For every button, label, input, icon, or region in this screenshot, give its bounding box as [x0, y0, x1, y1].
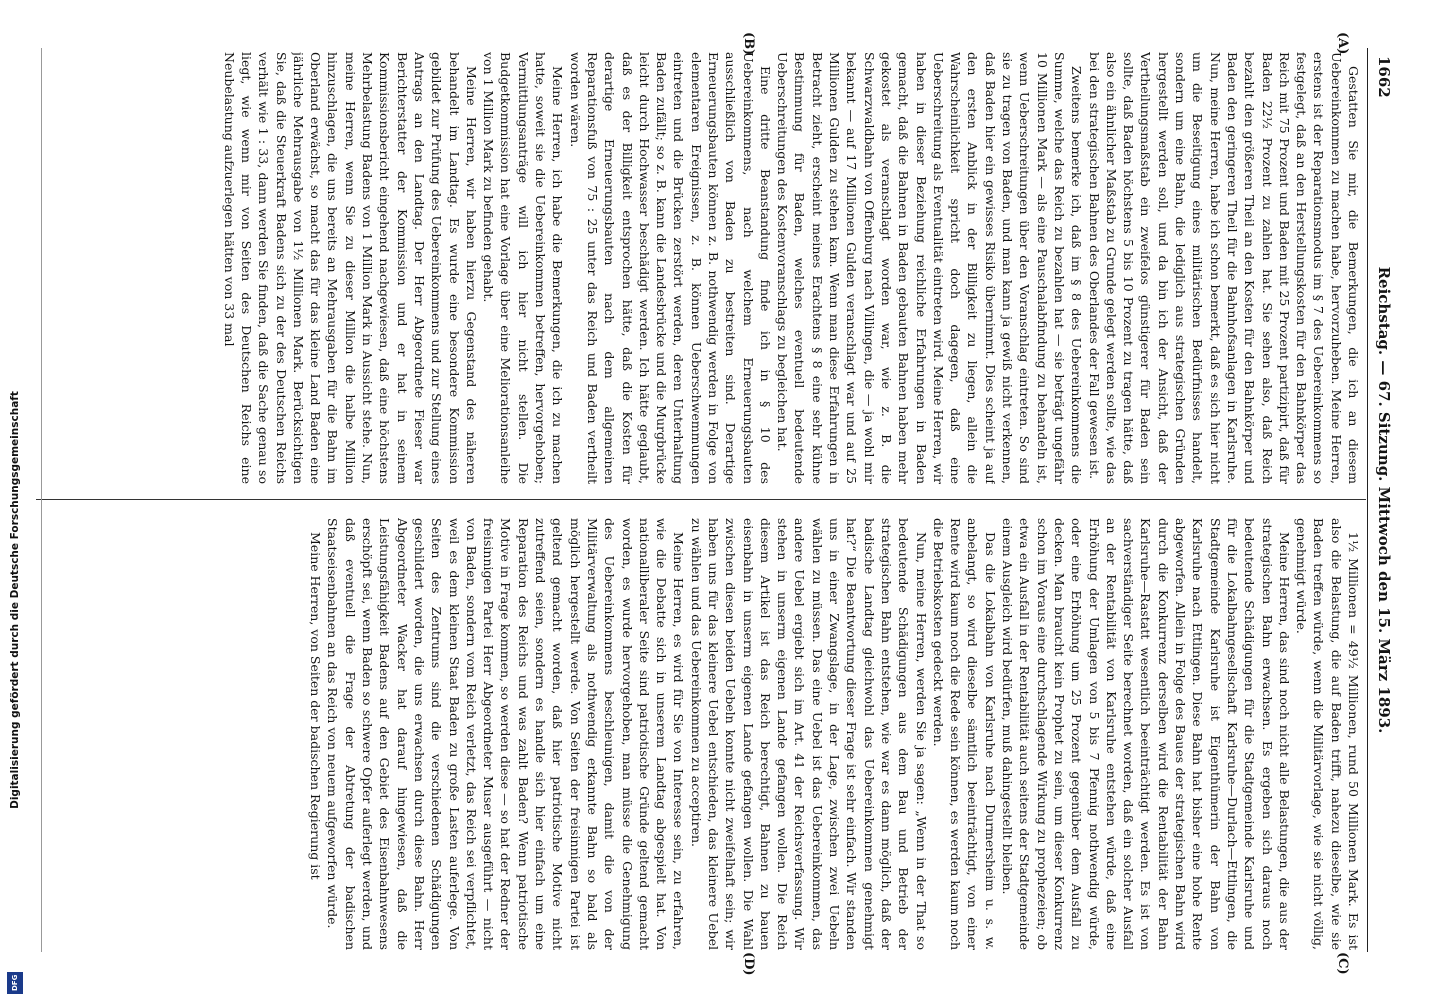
paragraph: Meine Herren, von Seiten der badischen Regierung ist: [308, 532, 324, 880]
paragraph: Das die Lokalbahn von Karlsruhe nach Durmersheim u. s. w. anbelangt, so wird dieselbe sämtlich beeinträchtigt, von einer Rente wird kaum noch die Rede sein können, es werden kaum noch die Betriebskosten gedeckt werden.: [930, 518, 998, 950]
paragraph: Eine dritte Beanstandung finde ich in § 10 des Uebereinkommens, nach welchem Erneuerungsbauten ausschließlich von Baden zu bestreiten sind. Derartige Erneuerungsbauten können z. B. nothwendig werden in Folge von elementaren Ereignissen, z. B. können Ueberschwemmungen eintreten und die Brücken zerstört werden, deren Unterhaltung Baden zufällt; so z. B. kann die Landesbrücke und die Murgbrücke leicht durch Hochwasser beschädigt werden. Ich hätte geglaubt, daß es der Billigkeit entsprochen hätte, daß die Kosten für derartige Erneuerungsbauten nach dem allgemeinen Reparationsfuß von 75 : 25 unter das Reich und Baden vertheilt worden wären.: [567, 52, 773, 484]
header-rule: [1367, 48, 1368, 952]
paragraph: Gestatten Sie mir, die Bemerkungen, die ich an diesem Uebereinkommen zu machen habe, hervorzuheben. Meine Herren, erstens ist der Reparationsmodus im § 7 des Uebereinkommens so festgelegt, daß an den Herstellungskosten für den Bahnkörper das Reich mit 75 Prozent und Baden mit 25 Prozent partizipirt, daß für Baden 22½ Prozent zu zahlen hat. Sie sehen also, daß Reich bezahlt den größeren Theil an den Kosten für den Bahnkörper und Baden den geringeren Theil für die Bahnhofsanlagen in Karlsruhe. Nun, meine Herren, habe ich schon bemerkt, daß es sich hier nicht um die Beseitigung eines militärischen Bedürfnisses handelt, sondern um eine Bahn, die lediglich aus strategischen Gründen hergestellt werden soll, und da bin ich der Ansicht, daß der Vertheilungsmaßstab ein zweifelos günstigerer für Baden sein sollte, daß Baden höchstens 5 bis 10 Prozent zu tragen hätte, daß also ein ähnlicher Maßstab zu Grunde gelegt werden sollte, wie das bei den strategischen Bahnen des Oberlandes der Fall gewesen ist.: [1086, 52, 1361, 484]
page-header: [1370, 52, 1398, 948]
dfg-logo-icon: DFG: [7, 972, 23, 994]
paragraph: Nun, meine Herren, werden Sie ja sagen: „Wenn in der That so bedeutende Schädigungen aus dem Bau und Betrieb der strategischen Bahn entstehen, wie war es dann möglich, daß der badische Landtag gleichwohl das Uebereinkommen genehmigt hat?“ Die Beantwortung dieser Frage ist sehr einfach. Wir standen uns in einer Zwangslage, in der Lage, zwischen zwei Uebeln wählen zu müssen. Das eine Uebel ist das Uebereinkommen, das andere Uebel ergiebt sich im Art. 41 der Reichsverfassung. Wir stehen in unserm eigenen Lande gefangen wollen. Die Reich diesem Artikel ist das Reich berechtigt, Bahnen zu bauen eisenbahn in unserm eigenen Lande gefangen wollen. Die Wahl zwischen diesen beiden Uebeln konnte nicht zweifelhaft sein; wir haben uns für das kleinere Uebel entschieden, das kleinere Uebel zu wählen und das Uebereinkommen zu acceptiren.: [688, 518, 929, 950]
right-column: [62, 518, 1362, 950]
section-marker-c: (C): [1335, 952, 1350, 975]
paragraph: Meine Herren, ich habe die Bemerkungen, die ich zu machen hatte, soweit sie die Uebereinkommen betreffen, hervorgehoben; Vermittlungsanträge will ich hier nicht stellen. Die Budgetkommission hat eine Vorlage über eine Meliorationsanleihe von 1 Million Mark zu befinden gehabt.: [481, 52, 566, 484]
left-column: [62, 52, 1362, 484]
column-divider: [36, 499, 1366, 500]
paragraph: Meine Herren, es wird für Sie von Interesse sein, zu erfahren, wie die Debatte sich in unserem Landtag abgespielt hat. Von nationalliberaler Seite sind patriotische Gründe geltend gemacht worden, es wurde hervorgehoben, man müsse die Genehmigung des Uebereinkommens beschleunigen, damit die von der Militärverwaltung als nothwendig erkannte Bahn so bald als möglich hergestellt werde. Von Seiten der freisinnigen Partei ist geltend gemacht worden, daß hier patriotische Motive nicht zutreffend seien, sondern es handle sich hier einfach um eine Reparation des Reichs und was zahlt Baden? Wenn patriotische Motive in Frage kommen, so werden diese — so hat der Redner der freisinnigen Partei Herr Abgeordneter Muser ausgeführt — nicht von Baden, sondern vom Reich verletzt, das Reich sei verpflichtet, weil es dem kleinen Staat Baden zu große Lasten auferlege. Von Seiten des Zentrums sind die verschiedenen Schädigungen geschildert worden, die uns erwachsen durch diese Bahn. Herr Abgeordneter Wacker hat darauf hingewiesen, daß die Leistungsfähigkeit Badens auf den Gebiet des Eisenbahnwesens erschöpft sei, wenn Baden so schwere Opfer auferlegt werden, und daß eventuell die Frage der Abtretung der badischen Staatseisenbahnen an das Reich von neuem aufgeworfen würde.: [325, 518, 687, 950]
footer-credit: [0, 0, 30, 1000]
section-marker-b: (B): [741, 32, 756, 56]
page-number: 1662: [1375, 56, 1393, 98]
digitization-credit: Digitalisierung gefördert durch die Deutsche Forschungsgemeinschaft: [9, 391, 21, 809]
paragraph: Zweitens bemerke ich, daß im § 8 des Uebereinkommens die Summe, welche das Reich zu bezahlen hat — sie beträgt ungefähr 10 Millionen Mark — als eine Pauschalabfindung zu behandeln ist, wenn Ueberschreitungen über den Voranschlag eintreten. So sind sie zu tragen von Baden, und man kann ja gewiß nicht verkennen, daß Baden hier ein gewisses Risiko übernimmt. Dies scheint ja auf den ersten Anblick in der Billigkeit zu liegen, allein die Wahrscheinlichkeit spricht doch dagegen, daß eine Ueberschreitung als Eventualität eintreten wird. Meine Herren, wir haben in dieser Beziehung reichliche Erfahrungen in Baden gemacht, daß die Bahnen in Baden gebauten Bahnen haben mehr gekostet als veranschlagt worden war, wie z. B. die Schwarzwaldbahn von Offenburg nach Villingen, die — ja wohl mir bekannt — auf 17 Millionen Gulden veranschlagt war und auf 25 Millionen Gulden zu stehen kam. Wenn man diese Erfahrungen in Betracht zieht, erscheint meines Erachtens § 8 eine sehr kühne Bestimmung für Baden, welches eventuell bedeutende Ueberschreitungen des Kostenvoranschlags zu begleichen hat.: [775, 52, 1085, 484]
paragraph: Meine Herren, wir haben hierzu Gegenstand des näheren behandelt im Landtag. Es wurde eine besondere Kommission gebildet zur Prüfung des Uebereinkommens und zur Stellung eines Antrags an den Landtag. Der Herr Abgeordnete Fieser war Berichterstatter der Kommission und er hat in seinem Kommissionsbericht eingehend nachgewiesen, daß eine höchstens Mehrbelastung Badens von 1 Million Mark in Aussicht stehe. Nun, meine Herren, wenn Sie zu dieser Million die halbe Million hinzuschlagen, die uns bereits an Mehrausgaben für die Bahn im Oberland erwächst, so macht das für das kleine Land Baden eine jährliche Mehrausgabe von 1½ Millionen Mark. Berücksichtigen Sie, daß die Steuerkraft Badens sich zu der des Deutschen Reichs verhält wie 1 : 33, dann werden Sie finden, daß die Sache genau so liegt, wie wenn mir von Seiten des Deutschen Reichs eine Neubelastung aufzuerlegen hätten von 33 mal: [221, 52, 479, 484]
scanned-page: [26, 30, 1406, 976]
paragraph: Meine Herren, das sind noch nicht alle Belastungen, die aus der strategischen Bahn erwachsen. Es ergeben sich daraus noch bedeutende Schädigungen für die Stadtgemeinde Karlsruhe und für die Lokalbahngesellschaft Karlsruhe—Durlach—Ettlingen, die Stadtgemeinde Karlsruhe ist Eigenthümerin der Bahn von Karlsruhe nach Ettlingen. Diese Bahn hat bisher eine hohe Rente abgeworfen. Allein in Folge des Baues der strategischen Bahn wird durch die Konkurrenz derselben wird die Rentabilität der Bahn Karlsruhe—Rastatt wesentlich beeinträchtigt werden. Es ist von sachverständiger Seite berechnet worden, daß ein solcher Ausfall an der Rentabilität von Karlsruhe entstehen würde, daß eine Erhöhung der Umlagen von 5 bis 7 Pfennig nothwendig würde, oder eine Erhöhung um 25 Prozent gegenüber dem Ausfall zu decken. Man braucht kein Prophet zu sein, um dieser Konkurrenz schon im Voraus eine durchschlagende Wirkung zu prophezeien; ob etwa ein Ausfall in der Rentabilität auch seitens der Stadtgemeinde einem Ausgleich wird bedürfen, muß dahingestellt bleiben.: [1000, 518, 1292, 950]
section-marker-d: (D): [741, 952, 756, 976]
bottom-rule: [41, 48, 42, 952]
paragraph: 1½ Millionen = 49½ Millionen, rund 50 Millionen Mark. Es ist also die Belastung, die auf Baden trifft, nahezu dieselbe, wie sie Baden treffen würde, wenn die Militärvorlage, wie sie nicht völlig, genehmigt würde.: [1294, 518, 1361, 950]
section-marker-a: (A): [1335, 32, 1350, 55]
page-title: Reichstag. — 67. Sitzung. Mittwoch den 15. März 1893.: [1375, 266, 1393, 734]
